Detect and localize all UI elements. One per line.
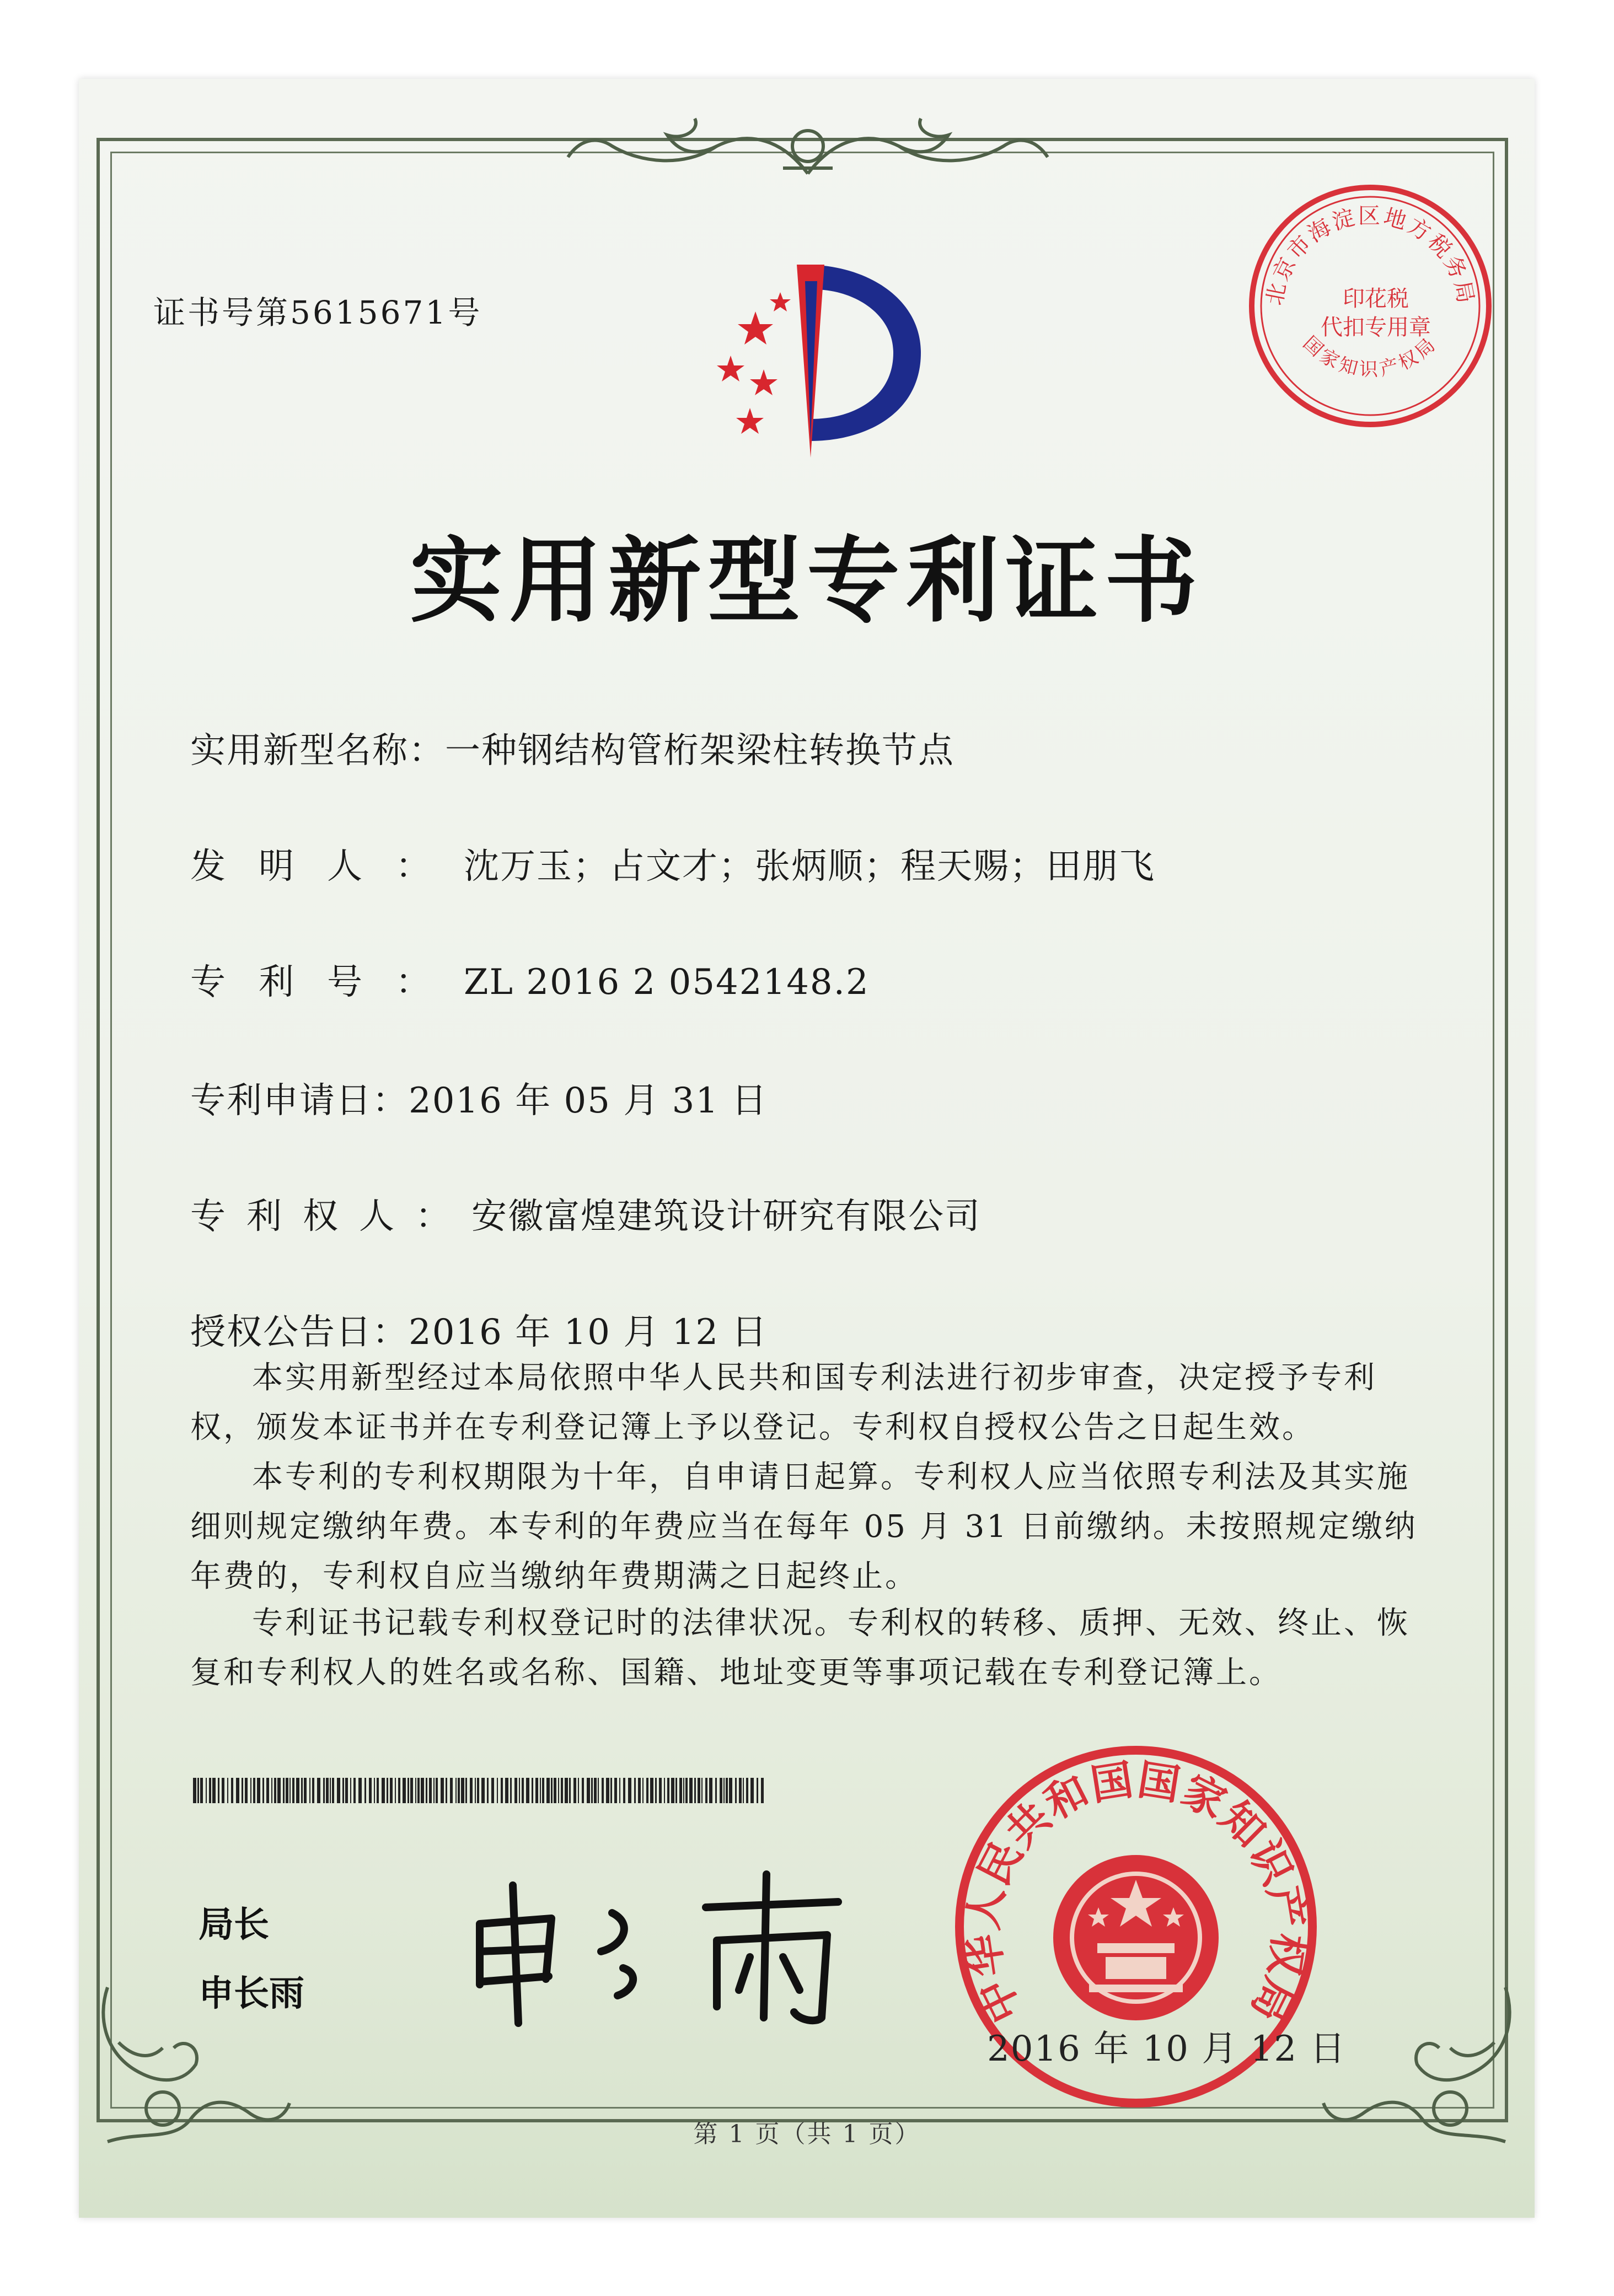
body-paragraph-1-text: 本实用新型经过本局依照中华人民共和国专利法进行初步审查，决定授予专利权，颁发本证书并在专利登记簿上予以登记。专利权自授权公告之日起生效。: [190, 1360, 1377, 1445]
body-paragraph-1: [190, 1353, 1420, 1453]
official-seal-ring-text: 中华人民共和国国家知识产权局: [957, 1755, 1315, 2031]
tax-seal-bottom-text: 国家知识产权局: [1299, 332, 1442, 381]
tax-seal: [1238, 174, 1503, 438]
certificate-number-suffix: 号: [448, 294, 482, 331]
field-name-value: 一种钢结构管桁架梁柱转换节点: [445, 730, 955, 771]
page-indicator: 第 1 页（共 1 页）: [693, 2120, 921, 2148]
field-filing-date-value: 2016 年 05 月 31 日: [409, 1080, 768, 1121]
barcode: [193, 1778, 766, 1803]
certificate-number-value: 5615671: [290, 294, 448, 331]
certificate-number-label: 证书号第: [153, 294, 291, 331]
field-patentee-label: 专利权人：: [190, 1196, 471, 1237]
tax-seal-ring-text: 北京市海淀区地方税务局: [1262, 203, 1479, 308]
field-patent-number: [190, 954, 870, 1004]
body-paragraph-2-text: 本专利的专利权期限为十年，自申请日起算。专利权人应当依照专利法及其实施细则规定缴纳年费。本专利的年费应当在每年 05 月 31 日前缴纳。未按照规定缴纳年费的，专利权自应当缴纳年费期满之日起终止。: [190, 1459, 1418, 1594]
field-grant-date: [190, 1304, 768, 1354]
issue-date: 2016 年 10 月 12 日: [987, 2029, 1347, 2069]
director-name: 申长雨: [199, 1974, 304, 2014]
field-patentee: [190, 1188, 981, 1239]
certificate-number: [153, 287, 482, 333]
field-utility-model-name: [190, 722, 955, 773]
field-inventor-label: 发明人：: [190, 846, 464, 887]
certificate-title: 实用新型专利证书: [410, 526, 1204, 635]
body-paragraph-3-text: 专利证书记载专利权登记时的法律状况。专利权的转移、质押、无效、终止、恢复和专利权人的姓名或名称、国籍、地址变更等事项记载在专利登记簿上。: [190, 1605, 1410, 1691]
field-grant-date-value: 2016 年 10 月 12 日: [409, 1312, 768, 1353]
cnipa-logo: [673, 259, 937, 463]
director-title: 局长: [199, 1905, 269, 1945]
field-name-label: 实用新型名称：: [190, 730, 445, 771]
body-paragraph-3: [190, 1599, 1420, 1698]
top-ornament: [551, 107, 1064, 190]
field-patent-number-label: 专利号：: [190, 962, 464, 1003]
handwritten-signature: [458, 1863, 844, 2029]
field-inventor: [190, 838, 1155, 889]
body-paragraph-2: [190, 1453, 1420, 1601]
field-filing-date: [190, 1072, 768, 1123]
field-inventor-value: 沈万玉；占文才；张炳顺；程天赐；田朋飞: [464, 846, 1155, 887]
national-emblem: [1053, 1855, 1219, 2020]
tax-seal-center-1: 印花税: [1343, 286, 1409, 311]
field-grant-date-label: 授权公告日：: [190, 1312, 409, 1353]
field-filing-date-label: 专利申请日：: [190, 1080, 409, 1121]
field-patentee-value: 安徽富煌建筑设计研究有限公司: [471, 1196, 981, 1237]
tax-seal-center-2: 代扣专用章: [1321, 315, 1431, 340]
field-patent-number-value: ZL 2016 2 0542148.2: [464, 962, 870, 1003]
